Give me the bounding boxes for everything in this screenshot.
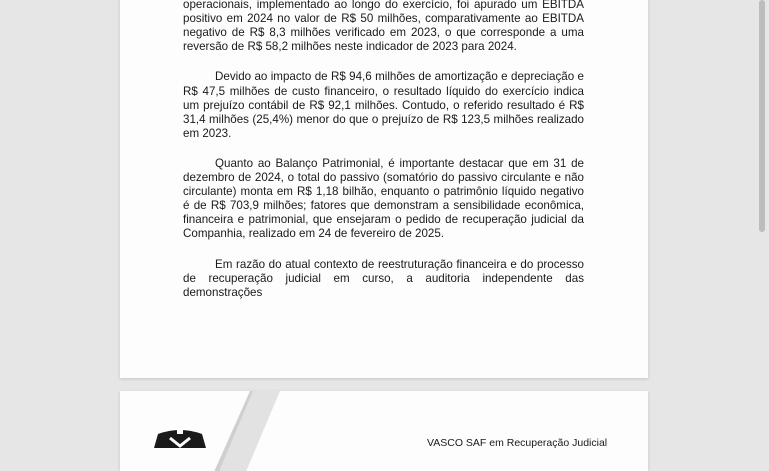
paragraph-balanco: Quanto ao Balanço Patrimonial, é importante destacar que em 31 de dezembro de 2024, o total do passivo (somatório do passivo circulante e não circulante) monta em R$ 1,18 bilhão, enquanto o patrimônio líquido negativo é de R$ 703,9 milhões; fatores que demonstram a sensibilidade econômica, financeira e patrimonial, que ensejaram o pedido de recuperação judicial da Companhia, realizado em 24 de fevereiro de 2025.	[183, 156, 584, 241]
vasco-logo	[148, 424, 212, 453]
scrollbar[interactable]	[759, 0, 765, 232]
paragraph-ebitda: operacionais, implementado ao longo do exercício, foi apurado um EBITDA positivo em 2024 no valor de R$ 50 milhões, comparativamente ao EBITDA negativo de R$ 8,3 milhões verificado em 2023, o que corresponde a uma reversão de R$ 58,2 milhões neste indicador de 2023 para 2024.	[183, 0, 584, 54]
paragraph-resultado: Devido ao impacto de R$ 94,6 milhões de amortização e depreciação e R$ 47,5 milhões de custo financeiro, o resultado líquido do exercício indica um prejuízo contábil de R$ 92,1 milhões. Contudo, o referido resultado é R$ 31,4 milhões (25,4%) menor do que o prejuízo de R$ 123,5 milhões realizado em 2023.	[183, 70, 584, 140]
paragraph-auditoria: Em razão do atual contexto de reestruturação financeira e do processo de recuperação judicial em curso, a auditoria independente das demonstrações	[183, 257, 584, 299]
next-page-header: VASCO SAF em Recuperação Judicial	[427, 437, 608, 449]
page-body	[183, 0, 584, 316]
